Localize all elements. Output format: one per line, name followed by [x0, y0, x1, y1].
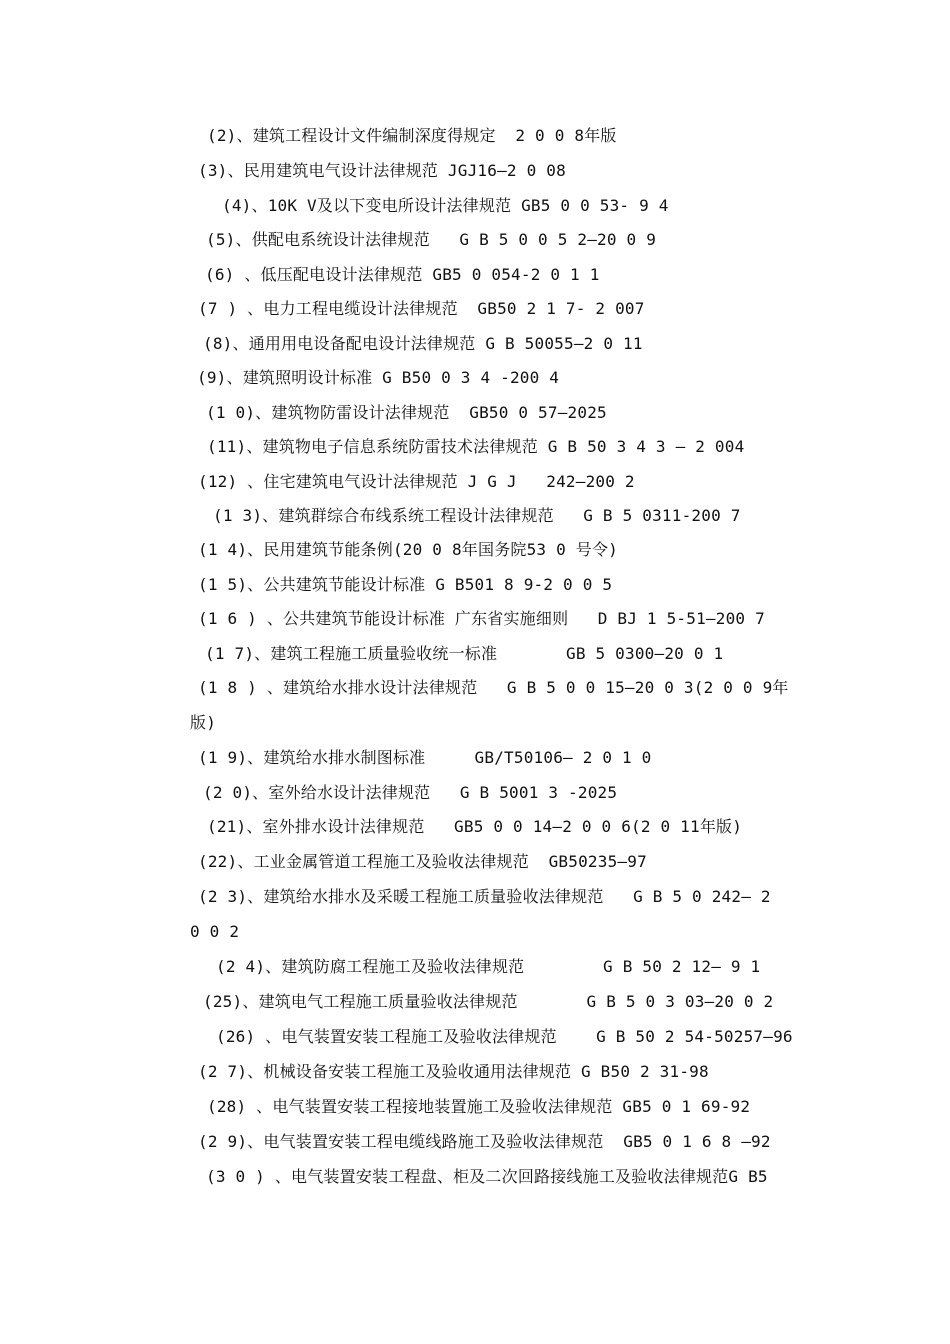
text-line-13: (1 4)、民用建筑节能条例(20 0 8年国务院53 0 号令): [198, 540, 618, 559]
text-line-8: (9)、建筑照明设计标准 G B50 0 3 4 -200 4: [197, 368, 560, 387]
text-line-5: (6) 、低压配电设计法律规范 GB5 0 054-2 0 1 1: [205, 265, 600, 284]
text-line-18: 版): [190, 713, 217, 732]
text-line-30: (2 9)、电气装置安装工程电缆线路施工及验收法律规范 GB5 0 1 6 8 —92: [198, 1132, 771, 1151]
text-line-25: (2 4)、建筑防腐工程施工及验收法律规范 G B 50 2 12— 9 1: [216, 957, 761, 976]
text-line-11: (12) 、住宅建筑电气设计法律规范 J G J 242—200 2: [198, 472, 635, 491]
text-line-15: (1 6 ) 、公共建筑节能设计标准 广东省实施细则 D BJ 1 5-51—200 7: [198, 609, 765, 628]
text-line-27: (26) 、电气装置安装工程施工及验收法律规范 G B 50 2 54-50257—96: [216, 1027, 793, 1046]
text-line-21: (21)、室外排水设计法律规范 GB5 0 0 14—2 0 0 6(2 0 11年版): [207, 817, 743, 836]
text-line-2: (3)、民用建筑电气设计法律规范 JGJ16—2 0 08: [198, 161, 566, 180]
text-line-29: (28) 、电气装置安装工程接地装置施工及验收法律规范 GB5 0 1 69-92: [207, 1097, 751, 1116]
text-line-26: (25)、建筑电气工程施工质量验收法律规范 G B 5 0 3 03—20 0 2: [203, 992, 774, 1011]
text-line-12: (1 3)、建筑群综合布线系统工程设计法律规范 G B 5 0311-200 7: [213, 506, 741, 525]
text-line-10: (11)、建筑物电子信息系统防雷技术法律规范 G B 50 3 4 3 — 2 004: [207, 437, 745, 456]
text-line-28: (2 7)、机械设备安装工程施工及验收通用法律规范 G B50 2 31-98: [198, 1062, 709, 1081]
text-line-31: (3 0 ) 、电气装置安装工程盘、柜及二次回路接线施工及验收法律规范G B5: [206, 1167, 768, 1186]
text-line-19: (1 9)、建筑给水排水制图标准 GB/T50106— 2 0 1 0: [198, 748, 652, 767]
text-line-24: 0 0 2: [190, 922, 240, 941]
text-line-16: (1 7)、建筑工程施工质量验收统一标准 GB 5 0300—20 0 1: [205, 644, 724, 663]
text-line-7: (8)、通用用电设备配电设计法律规范 G B 50055—2 0 11: [203, 334, 643, 353]
text-line-17: (1 8 ) 、建筑给水排水设计法律规范 G B 5 0 0 15—20 0 3(2 0 0 9年: [198, 678, 789, 697]
text-line-23: (2 3)、建筑给水排水及采暖工程施工质量验收法律规范 G B 5 0 242— 2: [198, 887, 771, 906]
text-line-6: (7 ) 、电力工程电缆设计法律规范 GB50 2 1 7- 2 007: [198, 299, 645, 318]
text-line-1: (2)、建筑工程设计文件编制深度得规定 2 0 0 8年版: [207, 126, 617, 145]
text-line-22: (22)、工业金属管道工程施工及验收法律规范 GB50235—97: [198, 852, 647, 871]
text-line-3: (4)、10K V及以下变电所设计法律规范 GB5 0 0 53- 9 4: [222, 196, 669, 215]
text-line-4: (5)、供配电系统设计法律规范 G B 5 0 0 5 2—20 0 9: [206, 230, 657, 249]
text-line-9: (1 0)、建筑物防雷设计法律规范 GB50 0 57—2025: [206, 403, 607, 422]
text-line-14: (1 5)、公共建筑节能设计标准 G B501 8 9-2 0 0 5: [198, 575, 613, 594]
text-line-20: (2 0)、室外给水设计法律规范 G B 5001 3 -2025: [203, 783, 618, 802]
